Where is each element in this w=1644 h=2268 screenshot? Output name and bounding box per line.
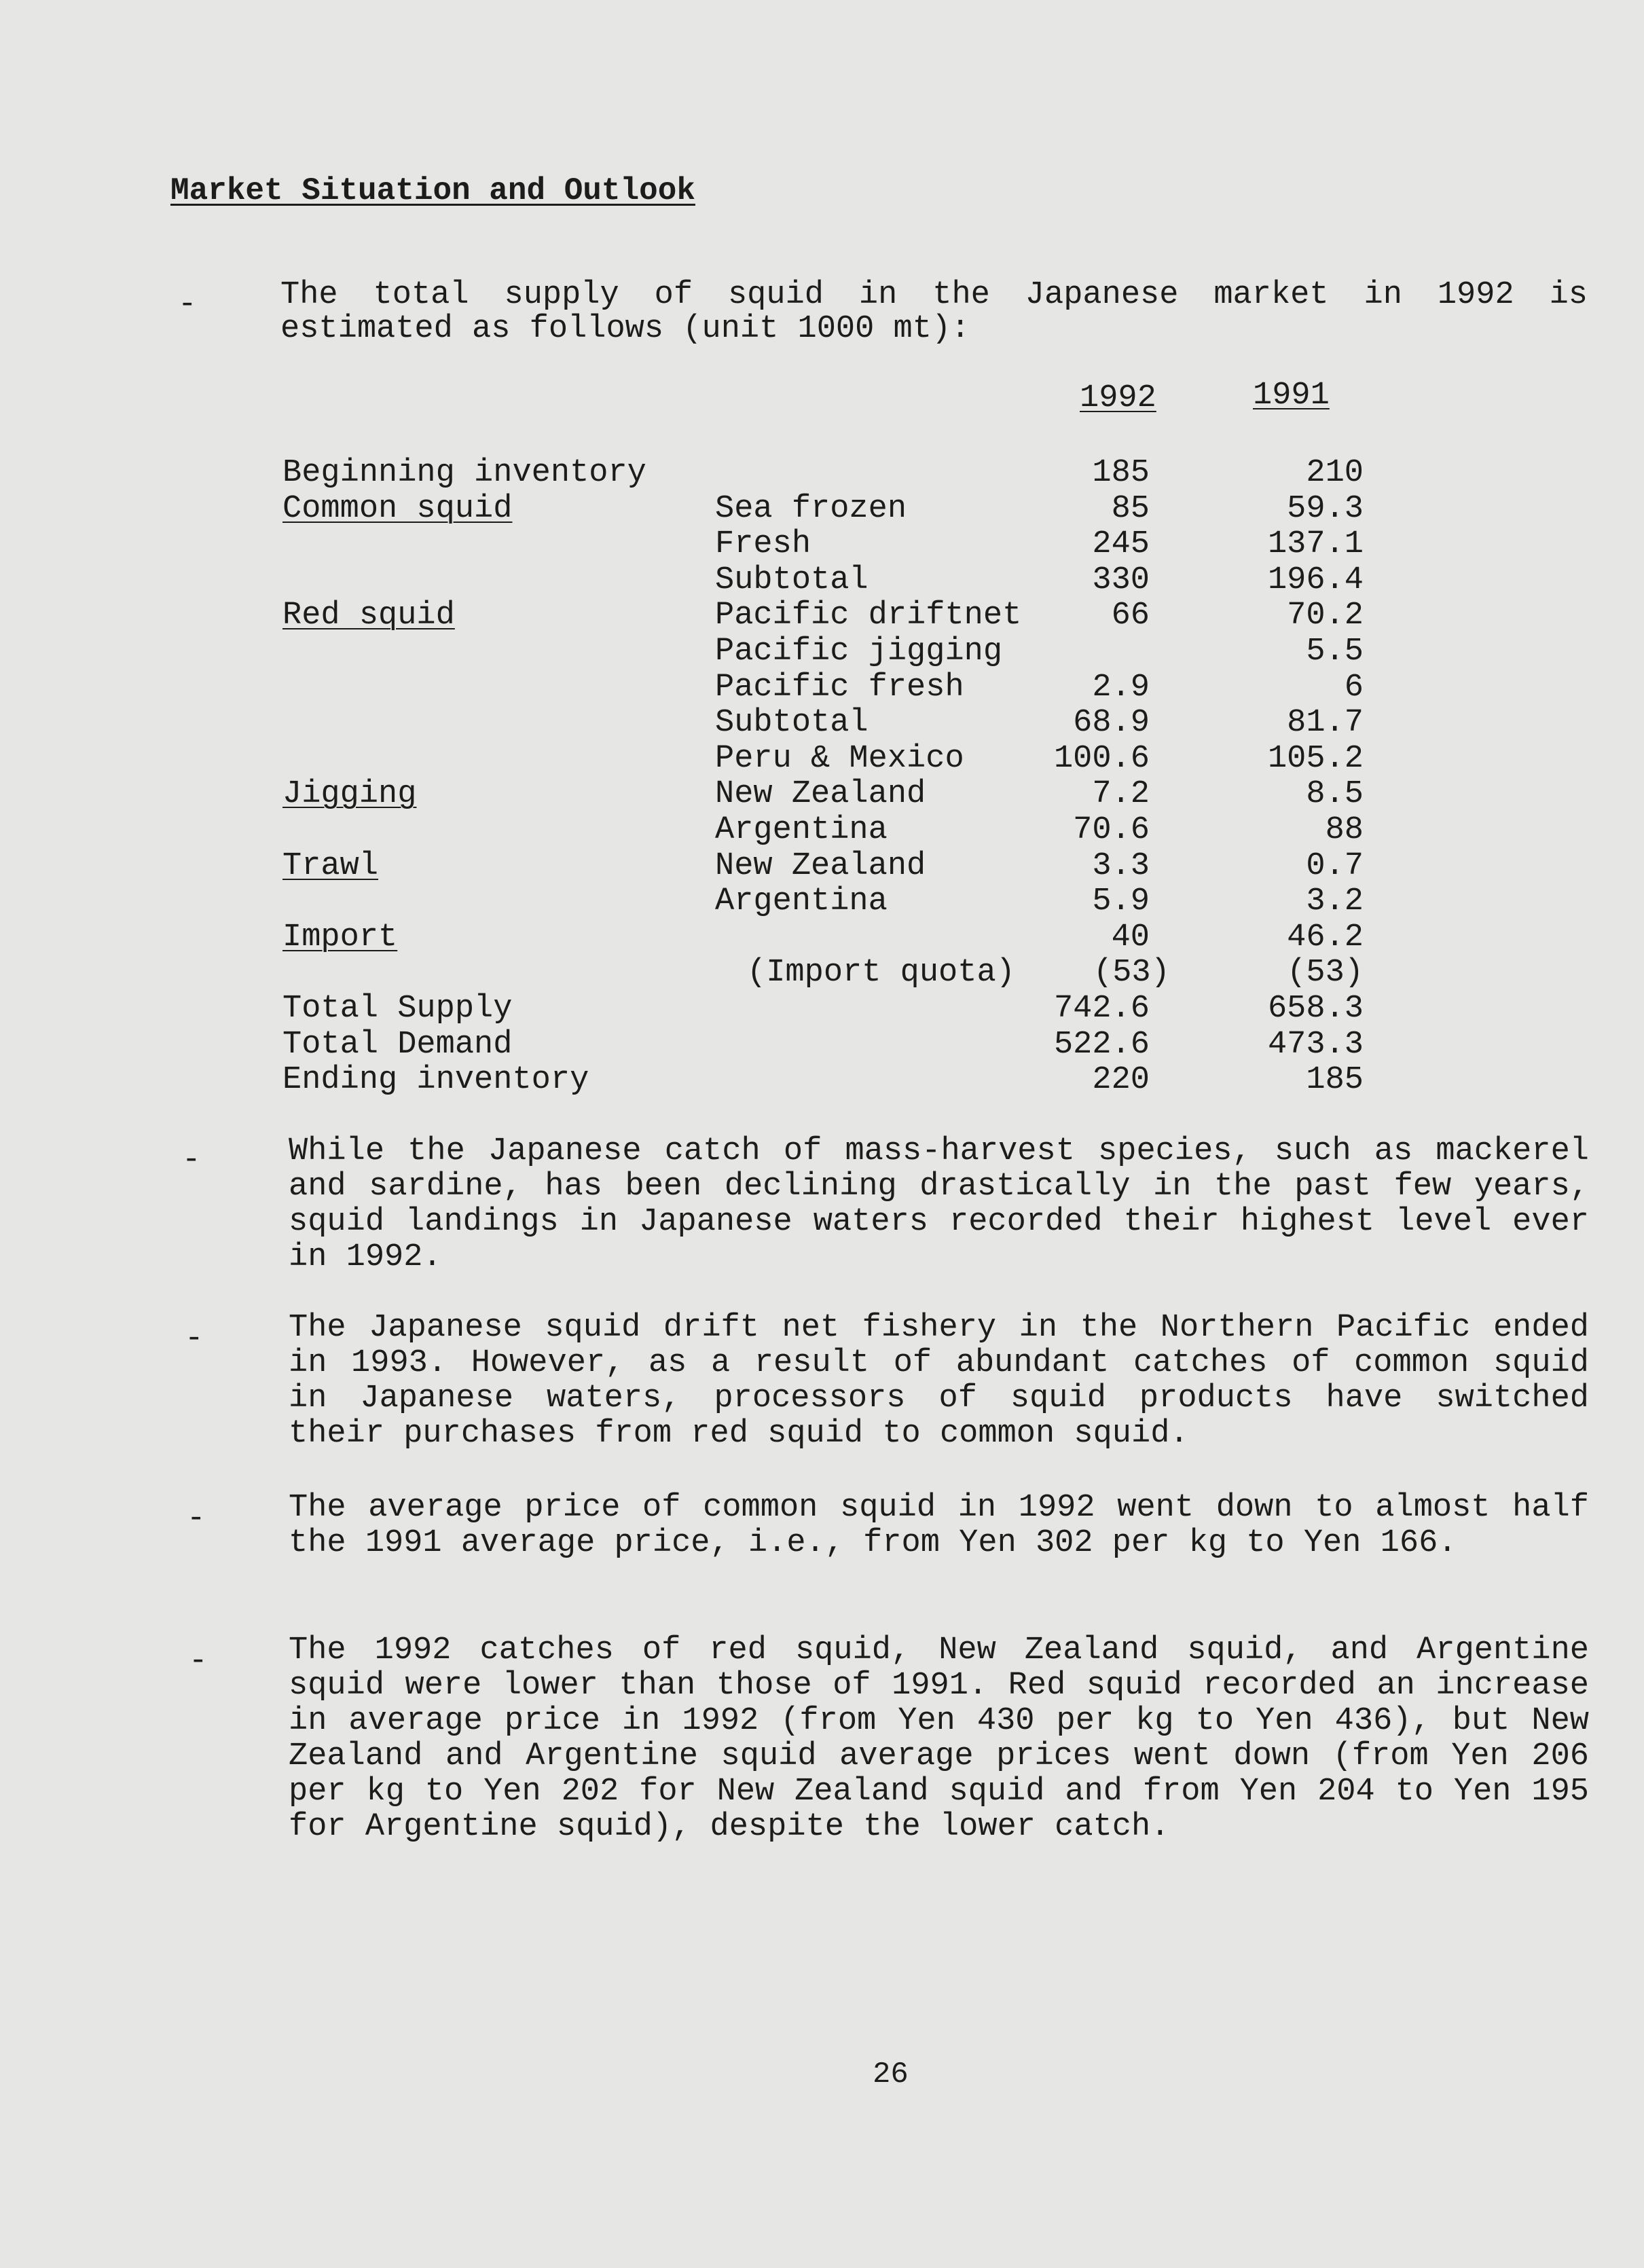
cell-1991: 88: [1325, 812, 1364, 848]
column-header-1991: 1991: [1253, 378, 1330, 414]
row-sub-label: Fresh: [715, 526, 811, 562]
row-sub-label: Peru & Mexico: [715, 741, 964, 777]
row-group-label: Ending inventory: [282, 1062, 589, 1098]
cell-1992: 100.6: [1053, 741, 1150, 777]
cell-1992: 70.6: [1073, 812, 1150, 848]
bullet-paragraph-2: The Japanese squid drift net fishery in the Northern Pacific ended in 1993. However, as a result of abundant catches of common squid in Japanese waters, processors of squid products have switched their purchases from red squid to common squid.: [289, 1310, 1589, 1452]
cell-1991: 210: [1306, 455, 1364, 491]
bullet-marker: -: [182, 1142, 201, 1177]
cell-1992: (53): [1093, 955, 1170, 991]
row-sub-label: Argentina: [715, 812, 888, 848]
cell-1991: 473.3: [1267, 1027, 1364, 1063]
cell-1992: 40: [1111, 919, 1150, 955]
cell-1991: 6: [1344, 670, 1364, 706]
cell-1992: 2.9: [1092, 670, 1150, 706]
row-group-label: Beginning inventory: [282, 455, 646, 491]
cell-1991: 81.7: [1287, 705, 1364, 741]
cell-1991: 46.2: [1287, 919, 1364, 955]
intro-paragraph: The total supply of squid in the Japanese market in 1992 is estimated as follows (unit 1000 mt):: [280, 277, 1588, 347]
row-group-label: Total Demand: [282, 1027, 513, 1063]
cell-1992: 66: [1111, 598, 1150, 634]
cell-1991: (53): [1287, 955, 1364, 991]
cell-1991: 137.1: [1267, 526, 1364, 562]
bullet-paragraph-4: The 1992 catches of red squid, New Zealand squid, and Argentine squid were lower than those of 1991. Red squid recorded an increase in average price in 1992 (from Yen 430 per kg to Yen 436), but New Zealand and Argentine squid average prices went down (from Yen 206 per kg to Yen 202 for New Zealand squid and from Yen 204 to Yen 195 for Argentine squid), despite the lower catch.: [289, 1632, 1589, 1845]
cell-1991: 196.4: [1267, 562, 1364, 598]
row-sub-label: (Import quota): [747, 955, 1015, 991]
cell-1992: 68.9: [1073, 705, 1150, 741]
cell-1991: 185: [1306, 1062, 1364, 1098]
row-group-label: Jigging: [282, 776, 417, 812]
row-sub-label: Argentina: [715, 883, 888, 919]
row-sub-label: Pacific jigging: [715, 634, 1003, 670]
section-heading: Market Situation and Outlook: [170, 173, 695, 208]
bullet-marker: -: [178, 287, 197, 322]
cell-1991: 658.3: [1267, 991, 1364, 1027]
cell-1992: 742.6: [1053, 991, 1150, 1027]
cell-1992: 245: [1092, 526, 1150, 562]
bullet-marker: -: [185, 1321, 204, 1356]
bullet-marker: -: [189, 1643, 208, 1679]
cell-1991: 105.2: [1267, 741, 1364, 777]
cell-1991: 3.2: [1306, 883, 1364, 919]
cell-1992: 7.2: [1092, 776, 1150, 812]
cell-1991: 70.2: [1287, 598, 1364, 634]
bullet-paragraph-1: While the Japanese catch of mass-harvest species, such as mackerel and sardine, has been declining drastically in the past few years, squid landings in Japanese waters recorded their highest level ever in 1992.: [289, 1133, 1589, 1275]
row-sub-label: New Zealand: [715, 776, 926, 812]
cell-1991: 59.3: [1287, 491, 1364, 527]
page-number: 26: [873, 2057, 909, 2091]
row-sub-label: Sea frozen: [715, 491, 907, 527]
cell-1992: 3.3: [1092, 848, 1150, 884]
row-group-label: Total Supply: [282, 991, 513, 1027]
row-sub-label: Pacific driftnet: [715, 598, 1022, 634]
cell-1991: 5.5: [1306, 634, 1364, 670]
cell-1992: 220: [1092, 1062, 1150, 1098]
row-sub-label: Subtotal: [715, 562, 869, 598]
cell-1992: 522.6: [1053, 1027, 1150, 1063]
row-group-label: Common squid: [282, 491, 513, 527]
bullet-paragraph-3: The average price of common squid in 1992 went down to almost half the 1991 average price, i.e., from Yen 302 per kg to Yen 166.: [289, 1490, 1589, 1561]
cell-1991: 8.5: [1306, 776, 1364, 812]
row-sub-label: New Zealand: [715, 848, 926, 884]
row-group-label: Red squid: [282, 598, 455, 634]
column-header-1992: 1992: [1080, 380, 1156, 416]
row-group-label: Import: [282, 919, 398, 955]
cell-1992: 5.9: [1092, 883, 1150, 919]
cell-1992: 330: [1092, 562, 1150, 598]
bullet-marker: -: [187, 1501, 206, 1536]
cell-1991: 0.7: [1306, 848, 1364, 884]
cell-1992: 85: [1111, 491, 1150, 527]
row-group-label: Trawl: [282, 848, 379, 884]
row-sub-label: Pacific fresh: [715, 670, 964, 706]
cell-1992: 185: [1092, 455, 1150, 491]
row-sub-label: Subtotal: [715, 705, 869, 741]
